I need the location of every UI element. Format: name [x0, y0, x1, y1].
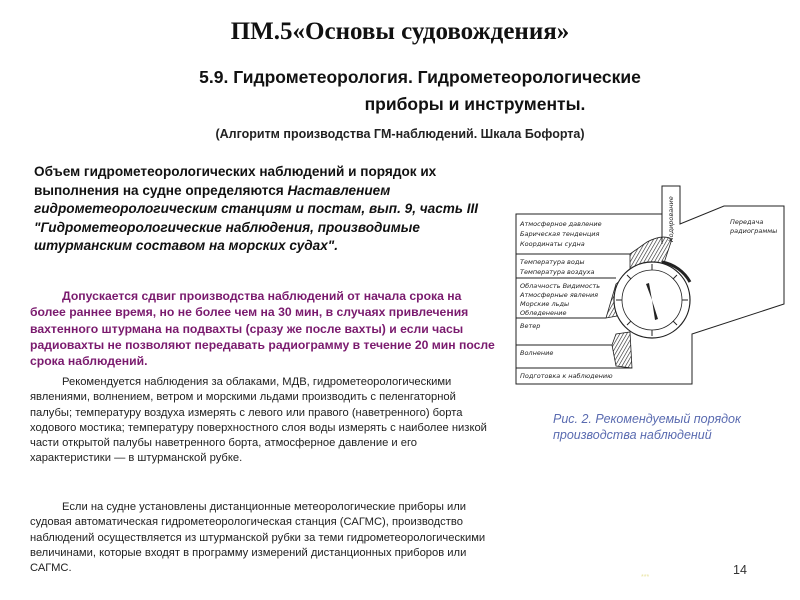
label-icing: Обледенение	[520, 309, 567, 317]
section-title-line-2: приборы и инструменты.	[364, 94, 586, 114]
paragraph-remote-instruments: Если на судне установлены дистанционные метеорологические приборы или судовая автоматическая гидрометеорологическая станция (САГМС), производство наблюдений осуществляется из штурманской рубки за теми гидрометеорологическими величинами, которые входят в программу измерений дистанционных приборов или САГМС.	[30, 501, 486, 575]
label-ice: Морские льды	[520, 300, 570, 308]
label-wind: Ветер	[520, 322, 541, 330]
hatched-sector	[612, 332, 632, 368]
label-clouds: Облачность Видимость	[520, 282, 601, 290]
footer-mark: ***	[641, 574, 650, 581]
label-coding: Кодирование	[667, 196, 675, 242]
label-pressure: Атмосферное давление	[520, 220, 602, 228]
label-tendency: Барическая тенденция	[520, 230, 600, 238]
figure-caption: Рис. 2. Рекомендуемый порядок производства наблюдений	[553, 412, 741, 442]
section-title	[120, 64, 720, 118]
label-transmit-2: радиограммы	[730, 227, 778, 235]
paragraph-intro	[34, 163, 504, 256]
section-title-line-1: 5.9. Гидрометеорология. Гидрометеорологические	[199, 67, 641, 87]
observation-order-diagram	[512, 184, 788, 398]
label-phenomena: Атмосферные явления	[520, 291, 599, 299]
paragraph-intro-reference: Наставлением гидрометеорологическим станциям и постам, вып. 9, часть III "Гидрометеорологические наблюдения, производимые штурманским составом на морских судах".	[34, 182, 479, 253]
paragraph-observation-locations: Рекомендуется наблюдения за облаками, МДВ, гидрометеорологическими явлениями, волнением, ветром и морскими льдами производить с пеленгаторной палубы; температуру воздуха измерять с левого или правого (наветренного) борта ходового мостика; температуру поверхностного слоя воды измерять с наиболее низкой части открытой палубы наветренного борта, атмосферное давление и его характеристики — в штурманской рубке.	[30, 376, 487, 465]
label-coordinates: Координаты судна	[520, 240, 585, 248]
label-preparation: Подготовка к наблюдению	[520, 372, 613, 380]
page-title: ПМ.5«Основы судовождения»	[230, 18, 570, 45]
label-waves: Волнение	[520, 349, 554, 357]
label-transmit-1: Передача	[730, 218, 764, 226]
subtitle: (Алгоритм производства ГМ-наблюдений. Шкала Бофорта)	[215, 127, 585, 141]
paragraph-time-shift: Допускается сдвиг производства наблюдений от начала срока на более раннее время, но не более чем на 30 мин, в случаях привлечения вахтенного штурмана на подвахты (сразу же после вахты) и если часы радиовахты не позволяют передавать радиограмму в течение 20 мин после срока наблюдений.	[30, 289, 495, 369]
label-air-temp: Температура воздуха	[520, 268, 595, 276]
page-number: 14	[733, 563, 747, 577]
label-water-temp: Температура воды	[520, 258, 585, 266]
paragraph-intro-text: Объем гидрометеорологических наблюдений и порядок их выполнения на судне определяются	[34, 164, 437, 198]
